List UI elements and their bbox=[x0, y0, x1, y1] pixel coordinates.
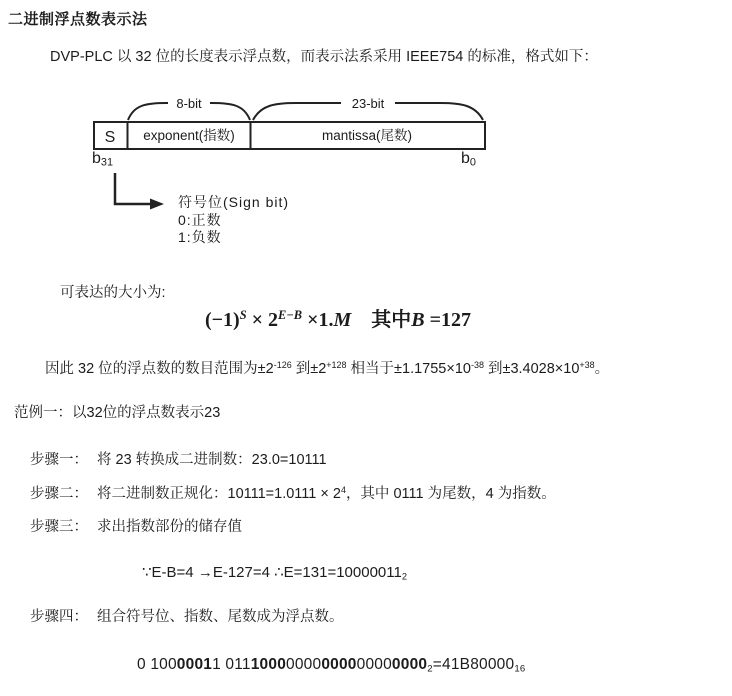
step-2-label: 步骤二： bbox=[30, 486, 88, 502]
step-4-content: 组合符号位、指数、尾数成为浮点数。 bbox=[97, 609, 344, 625]
exponent-cell-label: exponent(指数) bbox=[143, 128, 235, 143]
step-1-row bbox=[30, 451, 327, 470]
step-2-row bbox=[30, 485, 556, 504]
brace-23bit-label: 23-bit bbox=[351, 96, 385, 111]
brace-8bit-label: 8-bit bbox=[176, 96, 202, 111]
bit0-label: $b_0$ bbox=[461, 150, 476, 169]
sign-cell-label: S bbox=[104, 129, 116, 146]
size-intro: 可表达的大小为: bbox=[60, 285, 166, 301]
step-2-content: 将二进制数正规化：$10111=1.0111 \times 2^4$，其中 0111 为尾数，4 为指数。 bbox=[97, 485, 556, 502]
intro-paragraph: DVP-PLC 以 32 位的长度表示浮点数，而表示法系采用 IEEE754 的标准，格式如下： bbox=[50, 49, 598, 65]
range-sentence: 因此 32 位的浮点数的数目范围为$\pm 2^{-126}$ 到$\pm 2^{+128}$ 相当于$\pm 1.1755\times 10^{-38}$ 到$\pm 3.4028\times 10^{+38}$。 bbox=[45, 360, 610, 377]
float-format-diagram bbox=[90, 96, 490, 216]
bit31-label: $b_{31}$ bbox=[92, 150, 114, 169]
step-3-content: 求出指数部份的储存值 bbox=[97, 519, 242, 535]
step-4-label: 步骤四： bbox=[30, 609, 88, 625]
float-result-line: 0 10000011 $01110000000000000000000_2=41B80000_{16}$ bbox=[137, 656, 526, 675]
mantissa-cell-label: mantissa(尾数) bbox=[321, 128, 413, 143]
sign-bit-note-negative: 1:负数 bbox=[178, 229, 222, 245]
step-4-row bbox=[30, 608, 344, 627]
exponent-calc-line: ∵E-B=4 →E-127=4 $\therefore E=131=10000011_2$ bbox=[142, 564, 408, 582]
sign-bit-note-title: 符号位(Sign bit) bbox=[178, 194, 290, 210]
ieee754-formula: $(-1)^S \times 2^{E-B} \times 1.M$ 其中B =127 bbox=[205, 308, 472, 331]
sign-bit-arrowhead-icon bbox=[150, 199, 164, 210]
page-title: 二进制浮点数表示法 bbox=[8, 11, 148, 28]
step-1-label: 步骤一： bbox=[30, 452, 88, 468]
step-3-row bbox=[30, 518, 242, 537]
sign-bit-arrow-line bbox=[115, 173, 150, 204]
example-heading: 范例一：以32位的浮点数表示23 bbox=[14, 405, 221, 421]
step-1-content: 将 23 转换成二进制数：23.0=10111 bbox=[97, 452, 327, 468]
sign-bit-note-positive: 0:正数 bbox=[178, 212, 222, 228]
step-3-label: 步骤三： bbox=[30, 519, 88, 535]
